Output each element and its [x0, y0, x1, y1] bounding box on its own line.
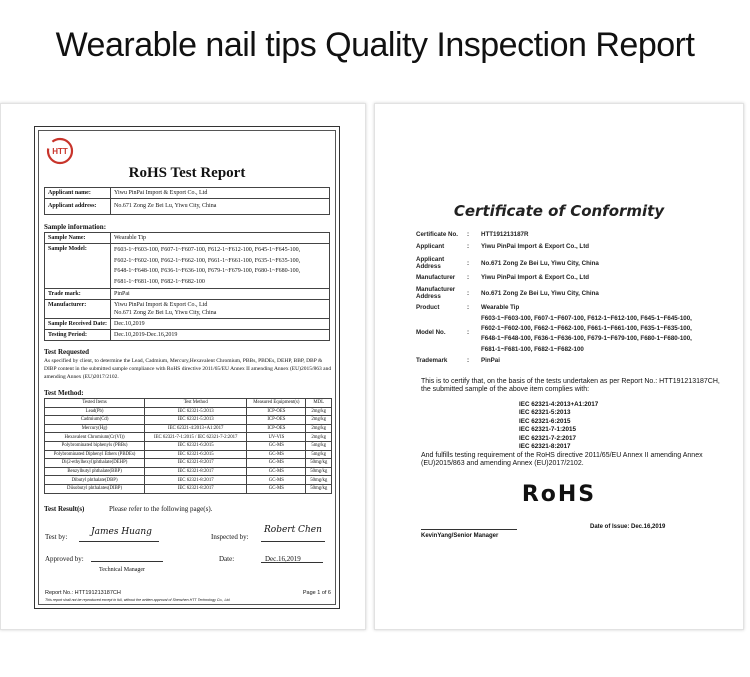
- table-cell: IEC 62321-8:2017: [145, 476, 247, 485]
- table-cell: Cadmium(Cd): [45, 416, 145, 425]
- model-line: F648-1~F648-100, F636-1~F636-100, F679-1~F679-100, F680-1~F680-100,: [481, 335, 692, 343]
- table-row: [45, 476, 332, 485]
- table-cell: UV-VIS: [247, 433, 306, 442]
- table-row: [45, 459, 332, 468]
- model-line: F603-1~F603-100, F607-1~F607-100, F612-1~F612-100, F645-1~F645-100,: [481, 315, 692, 322]
- table-cell: IEC 62321-5:2013: [145, 407, 247, 416]
- svg-text:HTT: HTT: [52, 147, 68, 156]
- table-cell: IEC 62321-8:2017: [145, 467, 247, 476]
- sample-name: Wearable Tip: [111, 233, 330, 244]
- test-by-label: Test by:: [45, 533, 68, 541]
- rohs-mark: RoHS: [521, 482, 597, 507]
- standard-item: IEC 62321-7-2:2017: [519, 434, 577, 442]
- table-cell: Lead(Pb): [45, 407, 145, 416]
- manufacturer-value: [111, 300, 330, 319]
- colon: :: [467, 243, 470, 250]
- table-cell: Polybrominated biphenyls (PBBs): [45, 441, 145, 450]
- applicant-address: No.671 Zong Ze Bei Lu, Yiwu City, China: [111, 199, 330, 215]
- column-header: Test Method: [145, 399, 247, 408]
- standards-list: [519, 401, 598, 451]
- model-line: F681-1~F681-100, F682-1~F682-100: [481, 345, 584, 353]
- manufacturer: Yiwu PinPai Import & Export Co., Ltd: [481, 274, 590, 281]
- technical-manager: Technical Manager: [99, 567, 146, 573]
- signature-line: [421, 529, 517, 530]
- table-cell: ICP-OES: [247, 416, 306, 425]
- table-cell: IEC 62321-5:2013: [145, 416, 247, 425]
- table-cell: IEC 62321-6:2015: [145, 441, 247, 450]
- received-date: Dec.10,2019: [111, 319, 330, 330]
- table-cell: IEC 62321-7-1:2015 / IEC 62321-7-2:2017: [145, 433, 247, 442]
- standard-item: IEC 62321-5:2013: [519, 409, 571, 417]
- table-row: [45, 416, 332, 425]
- table-cell: 50mg/kg: [306, 459, 332, 468]
- signatory: KevinYang/Senior Manager: [421, 533, 499, 539]
- table-cell: IEC 62321-8:2017: [145, 459, 247, 468]
- table-cell: Hexavalent Chromium(Cr(VI)): [45, 433, 145, 442]
- applicant-name: Yiwu PinPai Import & Export Co., Ltd: [111, 188, 330, 199]
- page-title: Wearable nail tips Quality Inspection Report: [55, 26, 695, 64]
- table-cell: 50mg/kg: [306, 484, 332, 493]
- inspected-by-signature: Robert Chen: [264, 525, 322, 535]
- test-method-heading: Test Method:: [44, 389, 84, 397]
- applicant: Yiwu PinPai Import & Export Co., Ltd: [481, 243, 590, 250]
- table-cell: 2mg/kg: [306, 416, 332, 425]
- colon: :: [467, 290, 470, 297]
- column-header: Measured Equipment(s): [247, 399, 306, 408]
- inspected-by-line: [261, 541, 325, 542]
- table-cell: Benzylbutyl phthalate(BBP): [45, 467, 145, 476]
- column-header: Tested Items: [45, 399, 145, 408]
- test-by-signature: James Huang: [91, 527, 152, 537]
- applicant-name-label: Applicant name:: [45, 188, 111, 199]
- certificate-no: HTT191213187R: [481, 231, 529, 238]
- trade-mark: PinPai: [111, 289, 330, 300]
- table-cell: GC-MS: [247, 467, 306, 476]
- column-header: MDL: [306, 399, 332, 408]
- table-row: [45, 467, 332, 476]
- model-list: [481, 314, 721, 355]
- test-method-rows: [45, 407, 332, 493]
- certificate-no-label: Certificate No.: [416, 231, 458, 238]
- manufacturer-name: Yiwu PinPai Import & Export Co., Ltd: [114, 302, 208, 308]
- approved-by-line: [91, 561, 163, 562]
- test-requested-heading: Test Requested: [44, 348, 90, 356]
- manufacturer-address-label: Manufacturer Address: [416, 286, 456, 300]
- sample-table: [44, 232, 330, 341]
- testing-period-label: Testing Period:: [45, 330, 111, 341]
- table-cell: GC-MS: [247, 459, 306, 468]
- testing-period: Dec.10,2019-Dec.16,2019: [111, 330, 330, 341]
- table-cell: GC-MS: [247, 450, 306, 459]
- table-cell: IEC 62321-8:2017: [145, 484, 247, 493]
- htt-logo-icon: [45, 137, 75, 165]
- table-cell: ICP-OES: [247, 424, 306, 433]
- test-result-text: Please refer to the following page(s).: [109, 505, 213, 513]
- product: Wearable Tip: [481, 304, 520, 311]
- standard-item: IEC 62321-8:2017: [519, 443, 571, 451]
- table-cell: 5mg/kg: [306, 450, 332, 459]
- table-header-row: [45, 399, 332, 408]
- table-cell: 2mg/kg: [306, 433, 332, 442]
- date-label: Date:: [219, 555, 235, 563]
- approved-by-label: Approved by:: [45, 555, 84, 563]
- colon: :: [467, 357, 470, 364]
- report-inner-frame: [38, 130, 336, 605]
- table-row: [45, 424, 332, 433]
- standard-item: IEC 62321-7-1:2015: [519, 426, 577, 434]
- table-cell: ICP-OES: [247, 407, 306, 416]
- applicant-address-label: Applicant address:: [45, 199, 111, 215]
- sample-model-line: F602-1~F602-100, F662-1~F662-100, F661-1~F661-100, F635-1~F635-100,: [114, 257, 301, 264]
- table-row: [45, 407, 332, 416]
- manufacturer-address: No.671 Zong Ze Bei Lu, Yiwu City, China: [114, 310, 217, 316]
- applicant-address: No.671 Zong Ze Bei Lu, Yiwu City, China: [481, 260, 599, 267]
- colon: :: [467, 274, 470, 281]
- colon: :: [467, 260, 470, 267]
- trademark-label: Trademark: [416, 357, 448, 364]
- report-footer: [45, 590, 333, 596]
- report-title: RoHS Test Report: [128, 165, 246, 181]
- sample-model-list: [111, 244, 330, 289]
- manufacturer-label: Manufacturer:: [45, 300, 111, 319]
- received-date-label: Sample Received Date:: [45, 319, 111, 330]
- table-cell: 50mg/kg: [306, 476, 332, 485]
- test-requested-text: As specified by client, to determine the Lead, Cadmium, Mercury,Hexavalent Chromium, PBBs, PBDEs, DEHP, BBP, DBP & DIBP content in the submitted sample compliance with RoHS directive 2011/65/EU Annex II amending Annex (EU)2015/863 and amending Annex (EU)2017/2102.: [44, 358, 332, 380]
- table-cell: Dibutyl phthalate(DBP): [45, 476, 145, 485]
- page-number: Page 1 of 6: [302, 590, 331, 596]
- colon: :: [467, 329, 470, 336]
- sample-info-heading: Sample information:: [44, 223, 107, 231]
- certificate-of-conformity-document: [374, 103, 744, 630]
- sample-model-line: F648-1~F648-100, F636-1~F636-100, F679-1~F679-100, F680-1~F680-100,: [114, 268, 301, 274]
- sample-model-line: F603-1~F603-100, F607-1~F607-100, F612-1~F612-100, F645-1~F645-100,: [114, 247, 301, 253]
- sample-name-label: Sample Name:: [45, 233, 111, 244]
- colon: :: [467, 231, 470, 238]
- sample-model-line: F681-1~F681-100, F682-1~F682-100: [114, 278, 205, 285]
- table-cell: 2mg/kg: [306, 424, 332, 433]
- table-row: [45, 433, 332, 442]
- date-line: [261, 562, 323, 563]
- table-cell: Diisobutyl phthalates(DIBP): [45, 484, 145, 493]
- model-line: F602-1~F602-100, F662-1~F662-100, F661-1~F661-100, F635-1~F635-100,: [481, 325, 692, 333]
- conformity-intro: This is to certify that, on the basis of the tests undertaken as per Report No.: HTT191213187CH, the submitted sample of the above item complies with:: [421, 378, 720, 394]
- test-by-line: [79, 541, 159, 542]
- applicant-label: Applicant: [416, 243, 445, 250]
- report-disclaimer: This report shall not be reproduced except in full, without the written approval of Shenzhen HTT Technology Co., Ltd.: [45, 598, 231, 602]
- rohs-test-report-document: [0, 103, 366, 630]
- table-cell: GC-MS: [247, 476, 306, 485]
- applicant-address-label: Applicant Address: [416, 256, 445, 270]
- table-cell: Mercury(Hg): [45, 424, 145, 433]
- table-cell: 2mg/kg: [306, 407, 332, 416]
- certificate-fields: [375, 104, 745, 631]
- table-row: [45, 450, 332, 459]
- table-cell: Di(2-ethylhexyl)phthalate(DEHP): [45, 459, 145, 468]
- table-cell: GC-MS: [247, 484, 306, 493]
- report-date: Dec.16,2019: [265, 555, 301, 563]
- table-cell: Polybrominated Diphenyl Ethers (PBDEs): [45, 450, 145, 459]
- table-cell: GC-MS: [247, 441, 306, 450]
- test-result-heading: Test Result(s): [44, 505, 85, 513]
- test-method-table: [44, 398, 332, 494]
- date-of-issue: Date of Issue: Dec.16,2019: [590, 524, 666, 530]
- sample-model-label: Sample Model:: [45, 244, 111, 289]
- inspected-by-label: Inspected by:: [211, 533, 249, 541]
- conformity-outro: And fulfills testing requirement of the RoHS directive 2011/65/EU Annex II amending Annex (EU)2015/863 and amending Annex (EU)2017/2102.: [421, 452, 703, 468]
- report-frame: [34, 126, 340, 609]
- table-cell: IEC 62321-6:2015: [145, 450, 247, 459]
- trade-mark-label: Trade mark:: [45, 289, 111, 300]
- standard-item: IEC 62321-6:2015: [519, 417, 571, 425]
- trademark: PinPai: [481, 357, 500, 364]
- table-cell: 50mg/kg: [306, 467, 332, 476]
- table-cell: 5mg/kg: [306, 441, 332, 450]
- product-label: Product: [416, 304, 440, 311]
- applicant-table: [44, 187, 330, 215]
- table-row: [45, 484, 332, 493]
- manufacturer-label: Manufacturer: [416, 274, 456, 281]
- table-row: [45, 441, 332, 450]
- certificate-title: Certificate of Conformity: [453, 202, 665, 220]
- model-no-label: Model No.: [416, 329, 446, 336]
- report-number: Report No.: HTT191213187CH: [45, 590, 121, 596]
- colon: :: [467, 304, 470, 311]
- manufacturer-address: No.671 Zong Ze Bei Lu, Yiwu City, China: [481, 290, 599, 297]
- table-cell: IEC 62321-4:2013+A1:2017: [145, 424, 247, 433]
- standard-item: IEC 62321-4:2013+A1:2017: [519, 401, 599, 408]
